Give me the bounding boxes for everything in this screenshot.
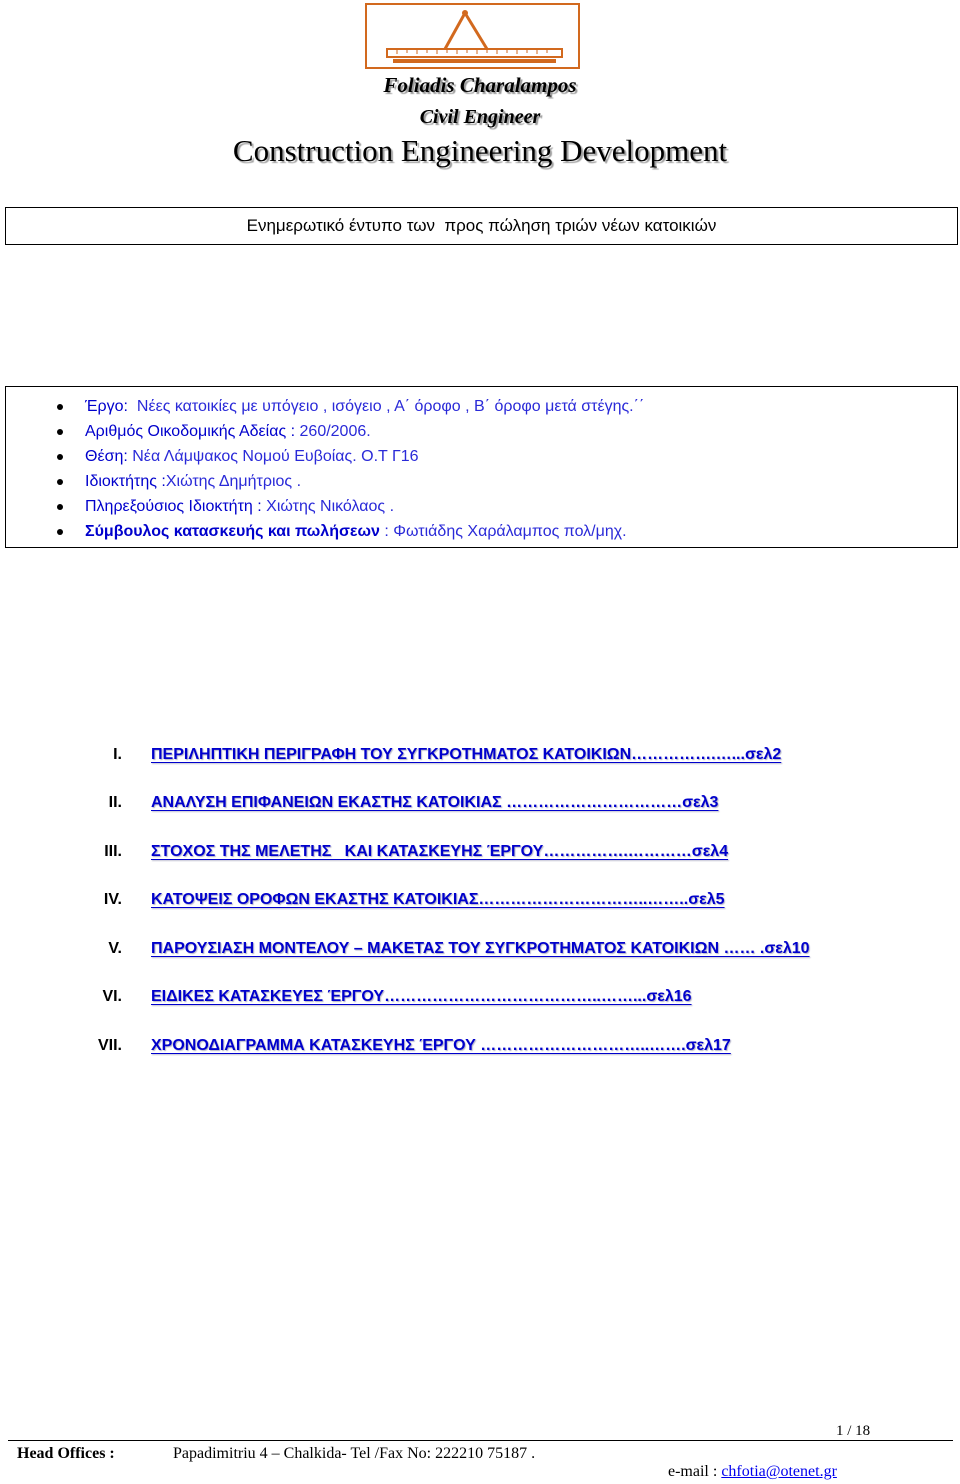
info-item-proxy xyxy=(6,495,395,519)
toc-entry[interactable] xyxy=(0,1033,960,1059)
info-value: : Φωτιάδης Χαράλαμπος πολ/μηχ. xyxy=(379,523,627,540)
toc-number: IV. xyxy=(103,891,122,908)
logo-drawing xyxy=(367,5,578,67)
info-item-location xyxy=(6,445,419,469)
page-number: 1 / 18 xyxy=(836,1423,871,1439)
info-label: Θέση: xyxy=(85,448,133,465)
bullet-icon xyxy=(57,504,63,510)
document-title-box xyxy=(5,207,958,245)
info-item-owner xyxy=(6,470,302,494)
footer-divider xyxy=(8,1440,953,1441)
toc-entry[interactable] xyxy=(0,887,960,913)
email-link[interactable]: chfotia@otenet.gr xyxy=(721,1463,837,1480)
info-item-advisor xyxy=(6,520,627,544)
info-value: Νέα Λάμψακος Νομού Ευβοίας. Ο.Τ Γ16 xyxy=(132,448,419,465)
toc-link[interactable]: ΠΕΡΙΛΗΠΤΙΚΗ ΠΕΡΙΓΡΑΦΗ ΤΟΥ ΣΥΓΚΡΟΤΗΜΑΤΟΣ ΚΑΤΟΙΚΙΩΝ…………….…...σελ2 xyxy=(151,746,782,763)
toc-link[interactable]: ΠΑΡΟΥΣΙΑΣΗ ΜΟΝΤΕΛΟΥ – ΜΑΚΕΤΑΣ ΤΟΥ ΣΥΓΚΡΟΤΗΜΑΤΟΣ ΚΑΤΟΙΚΙΩΝ …… .σελ10 xyxy=(151,940,810,957)
company-logo xyxy=(365,3,580,69)
info-label: Πληρεξούσιος Ιδιοκτήτη : xyxy=(85,498,267,515)
toc-number: VII. xyxy=(97,1037,122,1054)
info-label: Αριθμός Οικοδομικής Αδείας : xyxy=(85,423,300,440)
toc-number: I. xyxy=(113,746,122,763)
toc-link[interactable]: ΕΙΔΙΚΕΣ ΚΑΤΑΣΚΕΥΕΣ ΈΡΓΟΥ…………………………………..……...σελ16 xyxy=(151,988,692,1005)
footer-email xyxy=(660,1445,837,1481)
info-value: 260/2006. xyxy=(299,423,371,440)
toc-number: VI. xyxy=(102,988,122,1005)
info-label: Σύμβουλος κατασκευής και πωλήσεων xyxy=(85,523,380,540)
toc-number: III. xyxy=(104,843,122,860)
footer-address: Papadimitriu 4 – Chalkida- Tel /Fax No: 222210 75187 . xyxy=(173,1445,536,1462)
email-label: e-mail : xyxy=(668,1463,722,1480)
bullet-icon xyxy=(57,529,63,535)
toc-link[interactable]: ΣΤΟΧΟΣ ΤΗΣ ΜΕΛΕΤΗΣ ΚΑΙ ΚΑΤΑΣΚΕΥΗΣ ΈΡΓΟΥ…………….…………σελ4 xyxy=(151,843,729,860)
info-label: Έργο: xyxy=(85,398,128,415)
company-name: Foliadis Charalampos xyxy=(383,73,577,97)
info-value: Νέες κατοικίες με υπόγειο , ισόγειο , Α΄ όροφο , Β΄ όροφο μετά στέγης.΄΄ xyxy=(128,398,645,415)
project-info-box xyxy=(5,386,958,548)
bullet-icon xyxy=(57,404,63,410)
info-value: Χιώτης Νικόλαος . xyxy=(266,498,395,515)
toc-entry[interactable] xyxy=(0,790,960,816)
toc-entry[interactable] xyxy=(0,742,960,768)
toc-link[interactable]: ΑΝΑΛΥΣΗ ΕΠΙΦΑΝΕΙΩΝ ΕΚΑΣΤΗΣ ΚΑΤΟΙΚΙΑΣ ……………………………σελ3 xyxy=(151,794,719,811)
toc-entry[interactable] xyxy=(0,936,960,962)
bullet-icon xyxy=(57,429,63,435)
toc-entry[interactable] xyxy=(0,839,960,865)
toc-entry[interactable] xyxy=(0,984,960,1010)
footer-head-offices: Head Offices : xyxy=(17,1445,115,1462)
bullet-icon xyxy=(57,479,63,485)
toc-number: V. xyxy=(108,940,122,957)
info-label: Ιδιοκτήτης : xyxy=(85,473,166,490)
company-title: Civil Engineer xyxy=(419,106,541,128)
toc-link[interactable]: ΧΡΟΝΟΔΙΑΓΡΑΜΜΑ ΚΑΤΑΣΚΕΥΗΣ ΈΡΓΟΥ …………………………..…….σελ17 xyxy=(151,1037,731,1054)
bullet-icon xyxy=(57,454,63,460)
info-item-permit xyxy=(6,420,371,444)
info-value: Χιώτης Δημήτριος . xyxy=(165,473,302,490)
toc-link[interactable]: ΚΑΤΟΨΕΙΣ ΟΡΟΦΩΝ ΕΚΑΣΤΗΣ ΚΑΤΟΙΚΙΑΣ…………………………..……..σελ5 xyxy=(151,891,725,908)
company-tagline: Construction Engineering Development xyxy=(232,133,728,168)
document-title: Ενημερωτικό έντυπο των προς πώληση τριών νέων κατοικιών xyxy=(246,216,717,235)
info-item-project xyxy=(6,395,645,419)
toc-number: II. xyxy=(108,794,122,811)
